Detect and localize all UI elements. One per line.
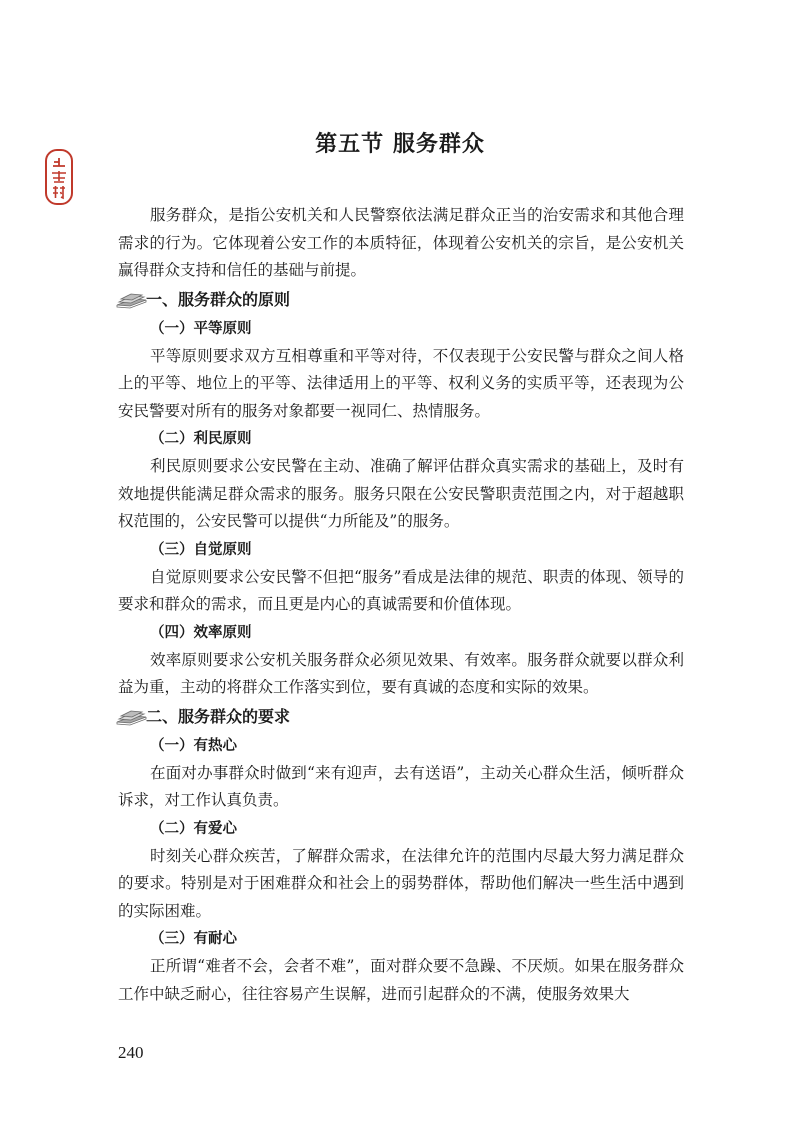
section-heading (118, 285, 684, 315)
section-heading (118, 702, 684, 732)
subsection-heading: （三）有耐心 (150, 931, 237, 947)
subsection-paragraph: 自觉原则要求公安民警不但把“服务”看成是法律的规范、职责的体现、领导的要求和群众的需求，而且更是内心的真诚需要和价值体现。 (118, 567, 684, 613)
intro-paragraph: 服务群众，是指公安机关和人民警察依法满足群众正当的治安需求和其他合理需求的行为。它体现着公安工作的本质特征，体现着公安机关的宗旨，是公安机关赢得群众支持和信任的基础与前提。 (118, 206, 684, 279)
page-title: 第五节 服务群众 (315, 132, 485, 157)
page-number: 240 (118, 1043, 144, 1062)
subsection-paragraph: 效率原则要求公安机关服务群众必须见效果、有效率。服务群众就要以群众利益为重，主动的将群众工作落实到位，要有真诚的态度和实际的效果。 (118, 650, 684, 696)
subsection-heading: （四）效率原则 (150, 624, 252, 641)
subsection-heading: （一）有热心 (150, 737, 237, 754)
subsection-heading: （二）利民原则 (150, 431, 252, 447)
book-icon (116, 708, 148, 726)
subsection-heading: （二）有爱心 (150, 820, 237, 837)
subsection-paragraph: 平等原则要求双方互相尊重和平等对待，不仅表现于公安民警与群众之间人格上的平等、地位上的平等、法律适用上的平等、权利义务的实质平等，还表现为公安民警要对所有的服务对象都要一视同仁、热情服务。 (118, 346, 684, 420)
subsection-paragraph: 正所谓“难者不会，会者不难”，面对群众要不急躁、不厌烦。如果在服务群众工作中缺乏耐心，往往容易产生误解，进而引起群众的不满，使服务效果大 (118, 957, 684, 1003)
subsection-paragraph: 在面对办事群众时做到“来有迎声，去有送语”，主动关心群众生活，倾听群众诉求，对工作认真负责。 (118, 763, 684, 809)
subsection-heading: （三）自觉原则 (150, 541, 252, 558)
subsection-paragraph: 时刻关心群众疾苦，了解群众需求，在法律允许的范围内尽最大努力满足群众的要求。特别是对于困难群众和社会上的弱势群体，帮助他们解决一些生活中遇到的实际困难。 (118, 846, 684, 920)
section-heading-text: 一、服务群众的原则 (146, 289, 291, 309)
section-heading-text: 二、服务群众的要求 (146, 706, 291, 726)
subsection-heading: （一）平等原则 (150, 320, 252, 337)
body-text (118, 202, 684, 1008)
book-icon (116, 291, 148, 309)
subsection-paragraph: 利民原则要求公安民警在主动、准确了解评估群众真实需求的基础上，及时有效地提供能满足群众需求的服务。服务只限在公安民警职责范围之内，对于超越职权范围的，公安民警可以提供“力所能及”的服务。 (118, 457, 684, 530)
